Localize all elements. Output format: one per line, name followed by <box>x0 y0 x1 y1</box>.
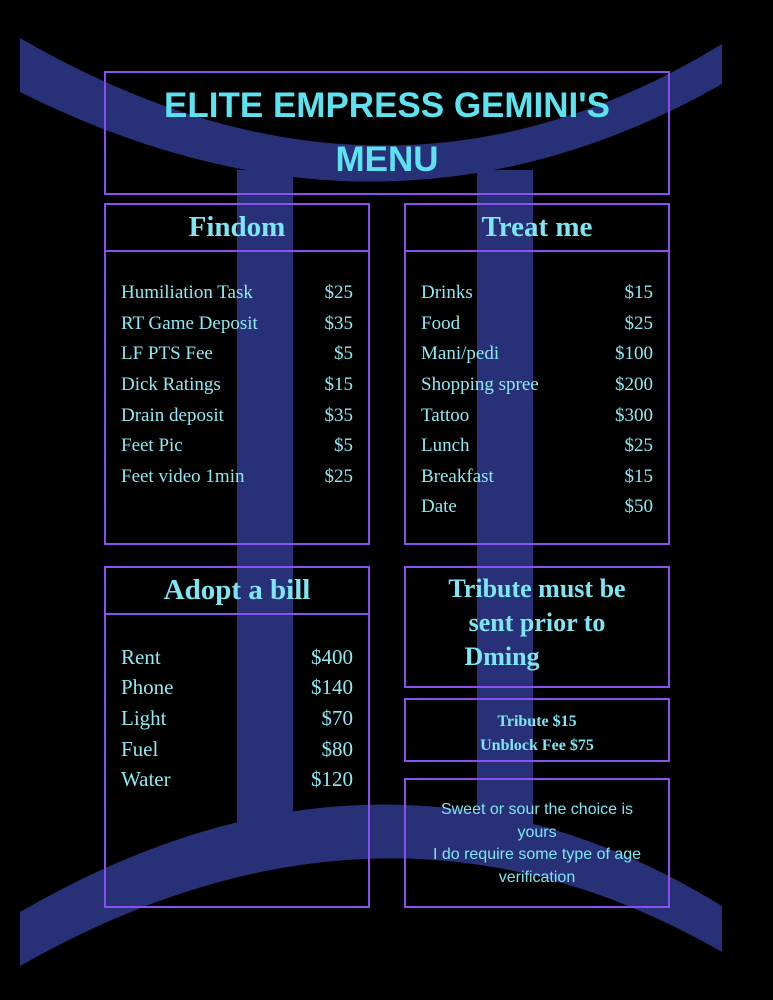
bill-list <box>106 615 368 795</box>
menu-title-box <box>104 71 670 195</box>
note-line: yours <box>517 823 557 841</box>
list-item: Feet video 1min $25 <box>121 465 353 487</box>
list-item: Drinks $15 <box>421 282 653 304</box>
list-item: Dick Ratings $15 <box>121 374 353 396</box>
list-item: Breakfast $15 <box>421 465 653 487</box>
unblock-fee: Unblock Fee $75 <box>480 737 594 754</box>
list-item: Fuel $80 <box>121 736 353 761</box>
tribute-line: sent prior to <box>468 608 606 637</box>
list-item: Tattoo $300 <box>421 404 653 426</box>
fees-box <box>404 698 670 762</box>
list-item: Feet Pic $5 <box>121 435 353 457</box>
tribute-fee: Tribute $15 <box>497 713 577 730</box>
age-note-box <box>404 778 670 908</box>
list-item: Food $25 <box>421 312 653 334</box>
treat-list <box>406 252 668 523</box>
bill-heading-box <box>104 566 370 615</box>
findom-list-box <box>104 250 370 545</box>
menu-title: ELITE EMPRESS GEMINI'S MENU <box>164 86 610 179</box>
list-item: Lunch $25 <box>421 435 653 457</box>
list-item: Water $120 <box>121 767 353 792</box>
note-line: verification <box>498 868 576 886</box>
findom-list <box>106 252 368 492</box>
bill-heading: Adopt a bill <box>163 574 311 606</box>
tribute-line: Dming <box>464 642 540 671</box>
findom-heading: Findom <box>188 211 286 243</box>
treat-heading: Treat me <box>481 211 593 243</box>
tribute-line: Tribute must be <box>448 574 626 603</box>
findom-heading-box <box>104 203 370 252</box>
treat-heading-box <box>404 203 670 252</box>
list-item: Rent $400 <box>121 644 353 669</box>
bill-list-box <box>104 613 370 908</box>
note-line: Sweet or sour the choice is <box>440 801 634 818</box>
list-item: Drain deposit $35 <box>121 404 353 426</box>
treat-list-box <box>404 250 670 545</box>
list-item: Mani/pedi $100 <box>421 343 653 365</box>
tribute-notice <box>404 566 670 688</box>
list-item: Phone $140 <box>121 675 353 700</box>
list-item: Date $50 <box>421 496 653 518</box>
list-item: Shopping spree $200 <box>421 374 653 396</box>
list-item: Humiliation Task $25 <box>121 282 353 304</box>
list-item: Light $70 <box>121 705 353 730</box>
list-item: LF PTS Fee $5 <box>121 343 353 365</box>
list-item: RT Game Deposit $35 <box>121 312 353 334</box>
note-line: I do require some type of age <box>432 846 642 863</box>
